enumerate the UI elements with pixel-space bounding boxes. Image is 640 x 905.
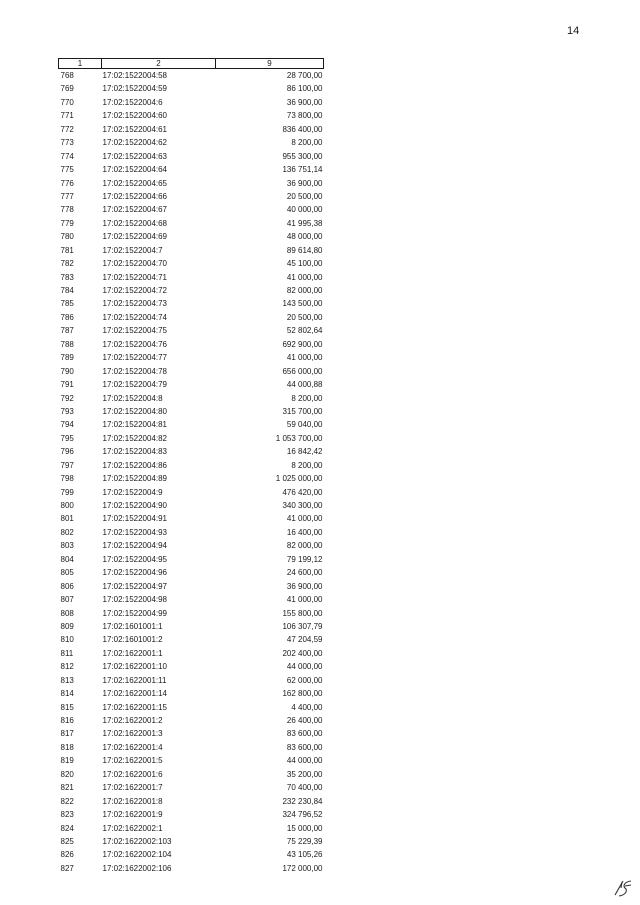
cadastral-value: 26 400,00 [286,716,323,725]
table-row [59,553,324,566]
row-number: 816 [60,716,74,725]
table-row [59,633,324,646]
cadastral-value: 36 900,00 [286,97,323,107]
row-number: 799 [60,487,74,497]
cadastral-value: 24 600,00 [286,568,323,578]
row-number: 790 [60,366,74,376]
row-number: 815 [60,702,74,712]
cadastral-value: 43 105,26 [286,850,323,860]
cadastral-number: 17:02:1522004:78 [102,366,168,376]
cadastral-value: 16 400,00 [286,527,323,537]
table-row [59,580,324,593]
row-number: 780 [60,232,74,242]
row-number: 777 [60,191,74,201]
cadastral-value: 41 000,00 [286,595,323,605]
cadastral-value: 28 700,00 [286,71,323,80]
cadastral-number: 17:02:1622002:106 [102,863,172,873]
table-row [59,82,324,95]
row-number: 827 [60,863,74,873]
cadastral-number: 17:02:1522004:61 [102,124,168,134]
table-row [59,835,324,848]
cadastral-value: 8 200,00 [291,460,323,470]
row-number: 778 [60,205,74,215]
row-number: 824 [60,823,74,833]
row-number: 818 [60,742,74,752]
cadastral-value: 162 800,00 [282,689,323,699]
cadastral-number: 17:02:1622001:6 [102,769,163,779]
cadastral-number: 17:02:1522004:69 [102,232,168,242]
handwritten-page-mark [612,878,634,898]
cadastral-number: 17:02:1522004:58 [102,71,168,80]
row-number: 819 [60,756,74,766]
table-row [59,365,324,378]
row-number: 775 [60,165,74,175]
header-col-2: 2 [102,59,216,69]
cadastral-number: 17:02:1601001:2 [102,635,163,645]
cadastral-value: 20 500,00 [286,312,323,322]
row-number: 773 [60,138,74,148]
table-row [59,714,324,727]
cadastral-number: 17:02:1622001:9 [102,810,163,820]
cadastral-number: 17:02:1522004:90 [102,501,168,510]
cadastral-number: 17:02:1622002:1 [102,823,163,833]
cadastral-value: 955 300,00 [282,151,323,161]
cadastral-value: 75 229,39 [286,836,323,846]
cadastral-value: 44 000,00 [286,756,323,766]
table-row [59,418,324,431]
cadastral-value: 340 300,00 [282,501,323,510]
table-row [59,768,324,781]
cadastral-value: 476 420,00 [282,487,323,497]
table-row [59,284,324,297]
row-number: 809 [60,621,74,631]
cadastral-value: 83 600,00 [286,729,323,739]
cadastral-number: 17:02:1522004:98 [102,595,168,605]
cadastral-value: 202 400,00 [282,648,323,658]
row-number: 784 [60,286,74,295]
cadastral-value: 656 000,00 [282,366,323,376]
table-row [59,136,324,149]
table-row [59,123,324,136]
table-row [59,862,324,875]
header-col-1: 1 [59,59,102,69]
table-row [59,526,324,539]
table-row [59,177,324,190]
row-number: 813 [60,675,74,685]
table-row [59,445,324,458]
cadastral-number: 17:02:1622001:4 [102,742,163,752]
table-row [59,311,324,324]
row-number: 795 [60,433,74,443]
cadastral-number: 17:02:1522004:75 [102,326,168,336]
row-number: 789 [60,353,74,363]
page-number: 14 [567,25,580,37]
table-row [59,405,324,418]
cadastral-number: 17:02:1622001:5 [102,756,163,766]
table-row [59,660,324,673]
cadastral-value: 136 751,14 [282,165,323,175]
cadastral-number: 17:02:1522004:64 [102,165,168,175]
cadastral-value: 62 000,00 [286,675,323,685]
cadastral-value: 36 900,00 [286,581,323,591]
cadastral-value: 16 842,42 [286,447,323,457]
cadastral-value: 4 400,00 [291,702,323,712]
row-number: 820 [60,769,74,779]
cadastral-number: 17:02:1522004:9 [102,487,163,497]
row-number: 776 [60,178,74,188]
row-number: 822 [60,796,74,806]
row-number: 781 [60,245,74,255]
row-number: 787 [60,326,74,336]
cadastral-number: 17:02:1622001:8 [102,796,163,806]
row-number: 771 [60,111,74,121]
row-number: 769 [60,84,74,94]
cadastral-number: 17:02:1622001:3 [102,729,163,739]
cadastral-number: 17:02:1522004:67 [102,205,168,215]
table-row [59,674,324,687]
cadastral-number: 17:02:1522004:94 [102,541,168,551]
cadastral-value: 48 000,00 [286,232,323,242]
cadastral-value: 35 200,00 [286,769,323,779]
cadastral-value: 79 199,12 [286,554,323,564]
table-row [59,727,324,740]
cadastral-number: 17:02:1622001:10 [102,662,168,672]
cadastral-number: 17:02:1622001:7 [102,783,163,793]
cadastral-value: 52 802,64 [286,326,323,336]
row-number: 806 [60,581,74,591]
row-number: 788 [60,339,74,349]
row-number: 810 [60,635,74,645]
cadastral-value: 1 053 700,00 [275,433,323,443]
cadastral-value: 692 900,00 [282,339,323,349]
header-col-9: 9 [216,59,324,69]
row-number: 804 [60,554,74,564]
table-row [59,163,324,176]
row-number: 786 [60,312,74,322]
cadastral-number: 17:02:1522004:59 [102,84,168,94]
table-row [59,512,324,525]
cadastral-number: 17:02:1522004:93 [102,527,168,537]
cadastral-number: 17:02:1622001:1 [102,648,163,658]
table-row [59,351,324,364]
row-number: 805 [60,568,74,578]
cadastral-number: 17:02:1622002:103 [102,836,172,846]
cadastral-number: 17:02:1622001:15 [102,702,168,712]
cadastral-number: 17:02:1522004:81 [102,420,168,430]
cadastral-number: 17:02:1522004:99 [102,608,168,618]
row-number: 807 [60,595,74,605]
data-table [58,58,324,875]
cadastral-value: 8 200,00 [291,138,323,148]
cadastral-value: 83 600,00 [286,742,323,752]
cadastral-value: 41 000,00 [286,353,323,363]
table-row [59,69,324,83]
table-header [59,59,324,69]
row-number: 770 [60,97,74,107]
table-row [59,607,324,620]
cadastral-number: 17:02:1522004:79 [102,380,168,390]
cadastral-value: 324 796,52 [282,810,323,820]
table-row [59,271,324,284]
row-number: 796 [60,447,74,457]
cadastral-number: 17:02:1522004:91 [102,514,168,524]
cadastral-value: 172 000,00 [282,863,323,873]
cadastral-number: 17:02:1522004:6 [102,97,163,107]
row-number: 791 [60,380,74,390]
row-number: 785 [60,299,74,309]
table-row [59,647,324,660]
row-number: 808 [60,608,74,618]
cadastral-number: 17:02:1522004:71 [102,272,168,282]
table-row [59,150,324,163]
cadastral-number: 17:02:1622001:11 [102,675,167,685]
header-row [59,59,324,69]
row-number: 768 [60,71,74,80]
table-row [59,593,324,606]
cadastral-value: 73 800,00 [286,111,323,121]
table-row [59,217,324,230]
table-body [59,69,324,876]
table-row [59,499,324,512]
cadastral-value: 89 614,80 [286,245,323,255]
table-row [59,244,324,257]
cadastral-value: 82 000,00 [286,541,323,551]
table-row [59,472,324,485]
cadastral-number: 17:02:1522004:8 [102,393,163,403]
cadastral-value: 1 025 000,00 [275,474,323,484]
row-number: 793 [60,406,74,416]
table-row [59,701,324,714]
table-row [59,822,324,835]
table-row [59,338,324,351]
row-number: 794 [60,420,74,430]
table-row [59,539,324,552]
row-number: 826 [60,850,74,860]
cadastral-value: 15 000,00 [286,823,323,833]
cadastral-number: 17:02:1522004:74 [102,312,168,322]
table-row [59,378,324,391]
cadastral-value: 70 400,00 [286,783,323,793]
table-row [59,687,324,700]
table-row [59,486,324,499]
cadastral-number: 17:02:1522004:77 [102,353,168,363]
cadastral-number: 17:02:1522004:80 [102,406,168,416]
table-row [59,620,324,633]
cadastral-value: 106 307,79 [282,621,323,631]
cadastral-number: 17:02:1522004:66 [102,191,168,201]
cadastral-number: 17:02:1522004:60 [102,111,168,121]
row-number: 774 [60,151,74,161]
table-row [59,96,324,109]
cadastral-number: 17:02:1522004:96 [102,568,168,578]
cadastral-value: 315 700,00 [282,406,323,416]
cadastral-number: 17:02:1522004:65 [102,178,168,188]
cadastral-value: 82 000,00 [286,286,323,295]
table-row [59,324,324,337]
cadastral-value: 836 400,00 [282,124,323,134]
table-row [59,848,324,861]
row-number: 814 [60,689,74,699]
cadastral-number: 17:02:1622002:104 [102,850,172,860]
cadastral-number: 17:02:1622001:14 [102,689,168,699]
cadastral-value: 40 000,00 [286,205,323,215]
table-row [59,808,324,821]
cadastral-value: 47 204,59 [286,635,323,645]
table-row [59,781,324,794]
table-row [59,459,324,472]
cadastral-value: 20 500,00 [286,191,323,201]
cadastral-number: 17:02:1522004:73 [102,299,168,309]
cadastral-number: 17:02:1522004:76 [102,339,168,349]
cadastral-number: 17:02:1522004:86 [102,460,168,470]
table-row [59,392,324,405]
cadastral-value: 86 100,00 [286,84,323,94]
table-row [59,109,324,122]
cadastral-value: 45 100,00 [286,259,323,269]
row-number: 803 [60,541,74,551]
cadastral-number: 17:02:1622001:2 [102,716,163,725]
table-row [59,754,324,767]
cadastral-number: 17:02:1522004:97 [102,581,168,591]
row-number: 772 [60,124,74,134]
row-number: 811 [60,648,74,658]
cadastral-number: 17:02:1522004:83 [102,447,168,457]
cadastral-number: 17:02:1522004:63 [102,151,168,161]
row-number: 797 [60,460,74,470]
row-number: 821 [60,783,74,793]
cadastral-value: 41 995,38 [286,218,323,228]
cadastral-number: 17:02:1522004:82 [102,433,168,443]
row-number: 825 [60,836,74,846]
row-number: 783 [60,272,74,282]
table-row [59,741,324,754]
cadastral-number: 17:02:1522004:62 [102,138,168,148]
cadastral-value: 44 000,88 [286,380,323,390]
cadastral-value: 143 500,00 [282,299,323,309]
table-row [59,432,324,445]
table-row [59,566,324,579]
cadastral-number: 17:02:1522004:7 [102,245,163,255]
cadastral-value: 41 000,00 [286,272,323,282]
cadastral-value: 41 000,00 [286,514,323,524]
row-number: 798 [60,474,74,484]
cadastral-value: 44 000,00 [286,662,323,672]
table-row [59,230,324,243]
row-number: 801 [60,514,74,524]
cadastral-number: 17:02:1522004:72 [102,286,168,295]
table-row [59,297,324,310]
cadastral-value: 155 800,00 [282,608,323,618]
cadastral-number: 17:02:1522004:95 [102,554,168,564]
cadastral-number: 17:02:1522004:68 [102,218,168,228]
row-number: 782 [60,259,74,269]
row-number: 823 [60,810,74,820]
cadastral-value: 8 200,00 [291,393,323,403]
table-row [59,257,324,270]
table-row [59,795,324,808]
cadastral-number: 17:02:1522004:89 [102,474,168,484]
table-row [59,190,324,203]
cadastral-value: 59 040,00 [286,420,323,430]
row-number: 792 [60,393,74,403]
row-number: 817 [60,729,74,739]
row-number: 802 [60,527,74,537]
row-number: 800 [60,501,74,510]
cadastral-value: 232 230,84 [282,796,323,806]
cadastral-value: 36 900,00 [286,178,323,188]
row-number: 812 [60,662,74,672]
row-number: 779 [60,218,74,228]
cadastral-number: 17:02:1601001:1 [102,621,163,631]
cadastral-number: 17:02:1522004:70 [102,259,168,269]
table-row [59,203,324,216]
